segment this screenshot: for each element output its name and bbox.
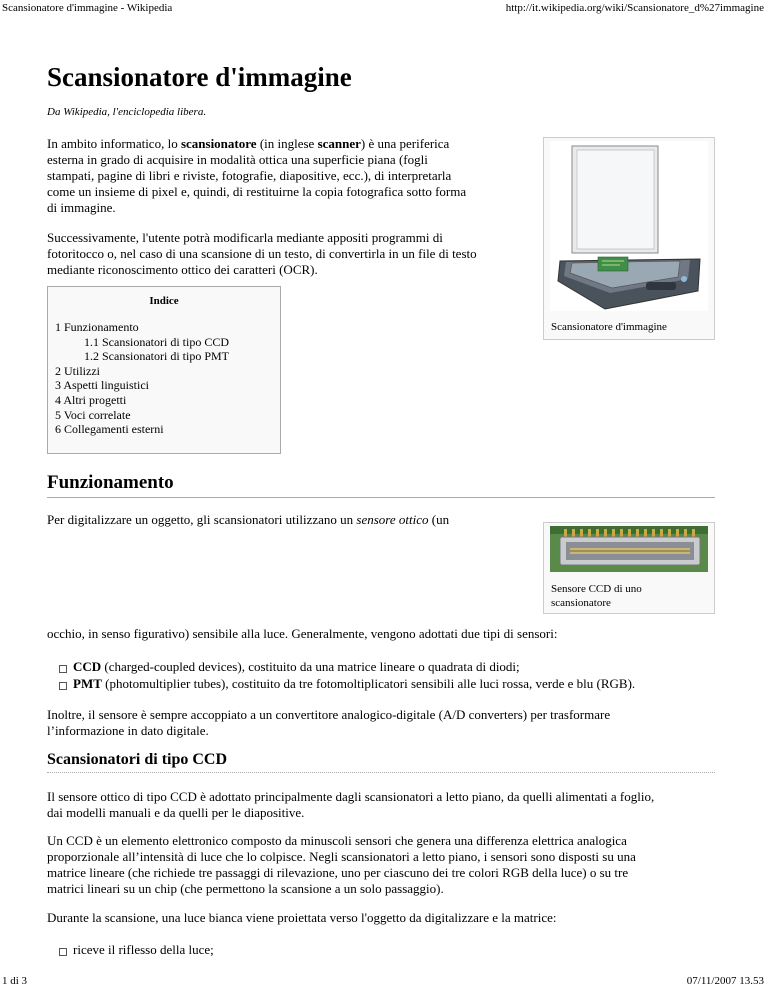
figure-ccd-sensor [543, 522, 715, 614]
intro2-text: mediante riconoscimento ottico dei caratteri (OCR). [47, 262, 318, 277]
figure-scanner-caption: Scansionatore d'immagine [551, 321, 667, 333]
funzionamento-text: Per digitalizzare un oggetto, gli scansionatori utilizzano un [47, 512, 357, 527]
intro-text: come un insieme di pixel e, quindi, di restituirne la copia fotografica sotto forma [47, 184, 467, 199]
figure-ccd-caption-line: Sensore CCD di uno [551, 583, 642, 595]
intro-text: stampati, pagine di libri e riviste, fotografie, diapositive, ecc.), di interpretarla [47, 168, 452, 183]
toc-item-aspetti-linguistici[interactable]: 3 Aspetti linguistici [55, 378, 150, 393]
intro-paragraph [47, 136, 517, 216]
intro-text: ) è una periferica [360, 136, 450, 151]
scanner-image[interactable] [550, 141, 708, 311]
sensor-type-list [53, 659, 635, 692]
print-footer-datetime: 07/11/2007 13.53 [686, 975, 764, 987]
print-header-url: http://it.wikipedia.org/wiki/Scansionatore_d%27immagine [505, 2, 764, 14]
page-subtitle: Da Wikipedia, l'enciclopedia libera. [47, 106, 207, 118]
toc-item-altri-progetti[interactable]: 4 Altri progetti [55, 392, 127, 407]
ccd-text: matrice lineare (che richiede tre passaggi di rilevazione, uno per ciascuno dei tre colori RGB della luce) o su tre [47, 865, 629, 880]
list-item [53, 942, 214, 959]
list-item [53, 676, 635, 693]
section-heading-funzionamento: Funzionamento [47, 471, 715, 498]
page-title: Scansionatore d'immagine [47, 62, 352, 92]
toc-item-utilizzi[interactable]: 2 Utilizzi [55, 363, 100, 378]
toc-item-voci-correlate[interactable]: 5 Voci correlate [55, 407, 131, 422]
list-item-text: (photomultiplier tubes), costituito da tre fotomoltiplicatori sensibili alle luci rossa, verde e blu (RGB). [101, 675, 636, 691]
funzionamento-paragraph-1-cont: occhio, in senso figurativo) sensibile alla luce. Generalmente, vengono adottati due tipi di sensori: [47, 626, 558, 641]
intro2-text: fotoritocco o, nel caso di una scansione di un testo, di convertirla in un file di testo [47, 246, 477, 261]
intro2-text: Successivamente, l'utente potrà modificarla mediante appositi programmi di [47, 230, 443, 245]
toc-list [55, 320, 229, 437]
toc-title: Indice [149, 295, 179, 307]
ccd-text: Un CCD è un elemento elettronico composto da minuscoli sensori che genera una differenza elettrica analogica [47, 833, 627, 848]
intro-text: esterna in grado di acquisire in modalità ottica una superficie piana (fogli [47, 152, 428, 167]
list-item [53, 659, 635, 676]
intro-text: (in inglese [256, 136, 318, 151]
ccd-paragraph-2 [47, 833, 727, 897]
toc-item-ccd[interactable]: 1.1 Scansionatori di tipo CCD [84, 334, 229, 349]
ccd-paragraph-1 [47, 789, 727, 821]
list-item-text: (charged-coupled devices), costituito da una matrice lineare o quadrata di diodi; [101, 659, 520, 674]
term-sensore-ottico[interactable]: sensore ottico [356, 512, 429, 527]
bullet-square-icon [59, 665, 67, 673]
term-scanner: scanner [317, 136, 361, 151]
ccd-paragraph-3: Durante la scansione, una luce bianca viene proiettata verso l'oggetto da digitalizzare e la matrice: [47, 910, 557, 925]
term-pmt[interactable]: PMT [73, 675, 102, 691]
ccd-text: dai modelli manuali e da quelli per le diapositive. [47, 805, 305, 820]
section-heading-ccd: Scansionatori di tipo CCD [47, 750, 715, 773]
term-scansionatore[interactable]: scansionatore [180, 136, 257, 151]
ccd-text: matrici lineari su un chip (che permettono la scansione a un solo passaggio). [47, 881, 444, 896]
figure-ccd-caption [551, 582, 642, 610]
bullet-square-icon [59, 948, 67, 956]
ccd-sensor-image[interactable] [550, 526, 708, 572]
term-ccd[interactable]: CCD [73, 659, 102, 674]
table-of-contents [47, 286, 281, 454]
toc-item-funzionamento[interactable]: 1 Funzionamento [55, 320, 139, 334]
list-item-text: riceve il riflesso della luce; [73, 942, 214, 957]
funzionamento-text: (un [428, 512, 450, 527]
intro-paragraph-2 [47, 230, 527, 278]
intro-text: di immagine. [47, 200, 116, 215]
ccd-text: proporzionale all’intensità di luce che lo colpisce. Negli scansionatori a letto piano, i sensori sono disposti su una [47, 849, 636, 864]
print-footer-page: 1 di 3 [2, 975, 28, 987]
ccd-steps-list [53, 942, 214, 959]
ccd-text: Il sensore ottico di tipo CCD è adottato principalmente dagli scansionatori a letto piano, da quelli alimentati a foglio, [47, 789, 655, 804]
funzionamento-text: Inoltre, il sensore è sempre accoppiato a un convertitore analogico-digitale (A/D converters) per trasformare [47, 707, 611, 722]
figure-ccd-caption-line: scansionatore [551, 597, 611, 609]
bullet-square-icon [59, 682, 67, 690]
print-header-title: Scansionatore d'immagine - Wikipedia [2, 2, 173, 14]
toc-item-pmt[interactable]: 1.2 Scansionatori di tipo PMT [84, 349, 229, 364]
figure-scanner [543, 137, 715, 340]
funzionamento-text: l’informazione in dato digitale. [47, 723, 209, 738]
funzionamento-paragraph-2 [47, 707, 727, 739]
toc-item-collegamenti-esterni[interactable]: 6 Collegamenti esterni [55, 422, 164, 437]
intro-text: In ambito informatico, lo [47, 136, 181, 151]
funzionamento-paragraph-1 [47, 512, 527, 528]
